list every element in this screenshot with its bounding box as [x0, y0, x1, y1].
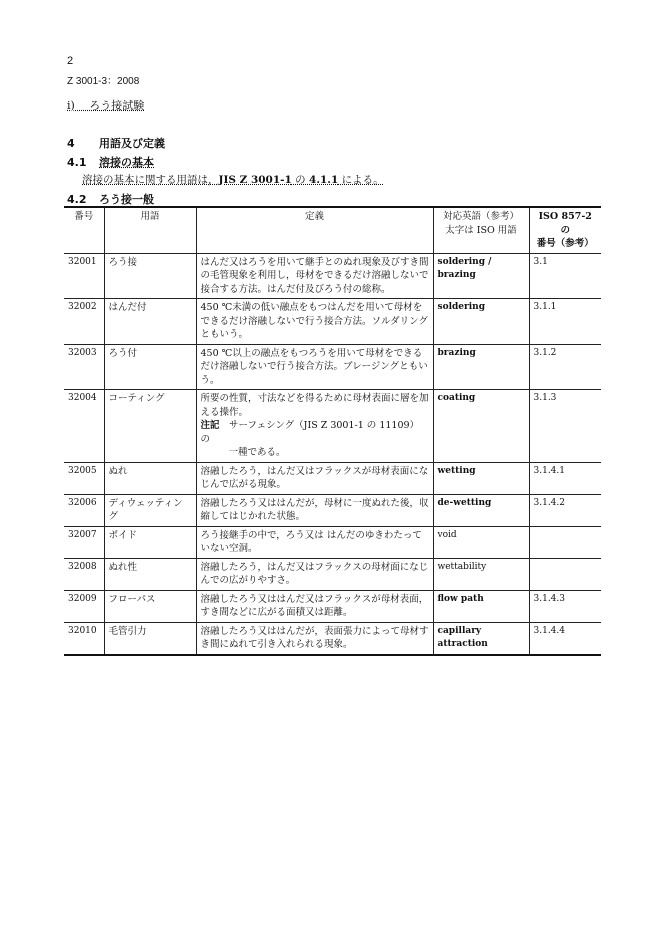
section-4-heading — [67, 135, 165, 151]
definition-note — [201, 419, 429, 460]
iso-number: 3.1.1 — [529, 299, 601, 345]
iso-number — [529, 558, 601, 590]
term-definition — [196, 526, 433, 558]
table-row — [64, 494, 601, 526]
page-number: 2 — [67, 55, 74, 67]
term-number: 32003 — [64, 344, 104, 390]
table-row — [64, 526, 601, 558]
definition-text: 450 ℃以上の融点をもつろうを用いて母材をできるだけ溶融しないで行う接合方法。ブレージングともいう。 — [200, 347, 428, 386]
header-no: 番号 — [64, 207, 104, 253]
header-term: 用語 — [104, 207, 196, 253]
section-4-1-text — [82, 172, 384, 187]
term-number: 32006 — [64, 494, 104, 526]
section-4-2-number: 4.2 — [67, 193, 87, 206]
text-ref: JIS Z 3001-1 — [218, 174, 292, 186]
term-name: コーティング — [104, 390, 196, 463]
term-number: 32005 — [64, 462, 104, 494]
english-term: wetting — [433, 462, 529, 494]
term-definition — [196, 558, 433, 590]
term-name: ディウェッティング — [104, 494, 196, 526]
note-text: サーフェシング（JIS Z 3001-1 の 11109）の — [200, 420, 420, 445]
header-english-line2: 太字は ISO 用語 — [445, 224, 517, 236]
term-number: 32009 — [64, 590, 104, 622]
document-id: Z 3001-3：2008 — [67, 76, 140, 87]
table-row — [64, 253, 601, 299]
definition-text: 溶融したろう又ははんだが，母材に一度ぬれた後，収縮してはじかれた状態。 — [200, 497, 429, 522]
english-term: soldering / brazing — [433, 253, 529, 299]
term-number: 32001 — [64, 253, 104, 299]
iso-number — [529, 526, 601, 558]
term-name: ろう接 — [104, 253, 196, 299]
term-number: 32004 — [64, 390, 104, 463]
term-definition — [196, 253, 433, 299]
iso-number: 3.1.2 — [529, 344, 601, 390]
header-definition: 定義 — [196, 207, 433, 253]
iso-number: 3.1.3 — [529, 390, 601, 463]
table-row — [64, 622, 601, 655]
table-row — [64, 344, 601, 390]
term-definition — [196, 590, 433, 622]
terms-table — [64, 206, 601, 656]
section-4-1-number: 4.1 — [67, 156, 87, 169]
term-number: 32002 — [64, 299, 104, 345]
definition-text: 溶融したろう又ははんだが，表面張力によって母材すき間にぬれて引き入れられる現象。 — [200, 625, 429, 650]
section-4-title: 用語及び定義 — [99, 137, 165, 150]
table-row — [64, 390, 601, 463]
iso-number: 3.1.4.2 — [529, 494, 601, 526]
definition-text: 450 ℃未満の低い融点をもつはんだを用いて母材をできるだけ溶融しないで行う接合方法。ソルダリングともいう。 — [200, 302, 428, 340]
term-name: 毛管引力 — [104, 622, 196, 655]
note-label: 注記 — [200, 420, 220, 431]
english-term: brazing — [433, 344, 529, 390]
table-row — [64, 558, 601, 590]
english-term: capillary attraction — [433, 622, 529, 655]
term-name: ぬれ性 — [104, 558, 196, 590]
english-term: de-wetting — [433, 494, 529, 526]
table-row — [64, 590, 601, 622]
iso-number: 3.1.4.1 — [529, 462, 601, 494]
text-post: による。 — [338, 174, 384, 186]
term-name: ぬれ — [104, 462, 196, 494]
term-definition — [196, 462, 433, 494]
iso-number: 3.1.4.4 — [529, 622, 601, 655]
term-definition — [196, 344, 433, 390]
definition-text: はんだ又はろうを用いて継手とのぬれ現象及びすき間の毛管現象を利用し，母材をできるだけ溶融しないで接合する方法。はんだ付及びろう付の総称。 — [200, 256, 429, 295]
header-english-line1: 対応英語（参考） — [442, 211, 519, 222]
iso-number: 3.1.4.3 — [529, 590, 601, 622]
definition-text: 溶融したろう，はんだ又はフラックスの母材面になじんでの広がりやすさ。 — [200, 561, 429, 586]
term-name: ろう付 — [104, 344, 196, 390]
header-iso — [529, 207, 601, 253]
table-row — [64, 299, 601, 345]
section-4-2-title: ろう接一般 — [99, 193, 154, 206]
table-row — [64, 462, 601, 494]
definition-text: ろう接継手の中で，ろう又は はんだのゆきわたっていない空洞。 — [200, 529, 422, 554]
term-definition — [196, 299, 433, 345]
text-pre: 溶接の基本に関する用語は， — [82, 174, 219, 186]
header-english — [433, 207, 529, 253]
table-header-row — [64, 207, 601, 253]
english-term: flow path — [433, 590, 529, 622]
english-term: void — [433, 526, 529, 558]
english-term: wettability — [433, 558, 529, 590]
term-name: フローパス — [104, 590, 196, 622]
term-number: 32010 — [64, 622, 104, 655]
term-definition — [196, 622, 433, 655]
section-4-2-heading — [67, 191, 154, 207]
definition-text: 溶融したろう又ははんだ又はフラックスが母材表面，すき間などに広がる面積又は距離。 — [200, 593, 429, 618]
term-definition — [196, 494, 433, 526]
term-name: ボイド — [104, 526, 196, 558]
definition-text: 所要の性質，寸法などを得るために母材表面に層を加える操作。 — [200, 393, 429, 418]
definition-text: 溶融したろう，はんだ又はフラックスが母材表面になじんで広がる現象。 — [200, 465, 429, 490]
text-clause: 4.1.1 — [309, 174, 339, 186]
header-iso-line1: ISO 857-2 の — [538, 211, 592, 236]
english-term: coating — [433, 390, 529, 463]
list-item-i: i) ろう接試験 — [67, 99, 145, 112]
english-term: soldering — [433, 299, 529, 345]
section-4-1-heading — [67, 154, 154, 170]
iso-number: 3.1 — [529, 253, 601, 299]
term-number: 32008 — [64, 558, 104, 590]
term-name: はんだ付 — [104, 299, 196, 345]
note-continuation: 一種である。 — [228, 447, 286, 458]
text-mid: の — [291, 174, 310, 186]
term-number: 32007 — [64, 526, 104, 558]
term-definition — [196, 390, 433, 463]
section-4-1-title: 溶接の基本 — [99, 156, 154, 169]
header-iso-line2: 番号（参考） — [536, 238, 594, 249]
section-4-number: 4 — [67, 137, 75, 150]
